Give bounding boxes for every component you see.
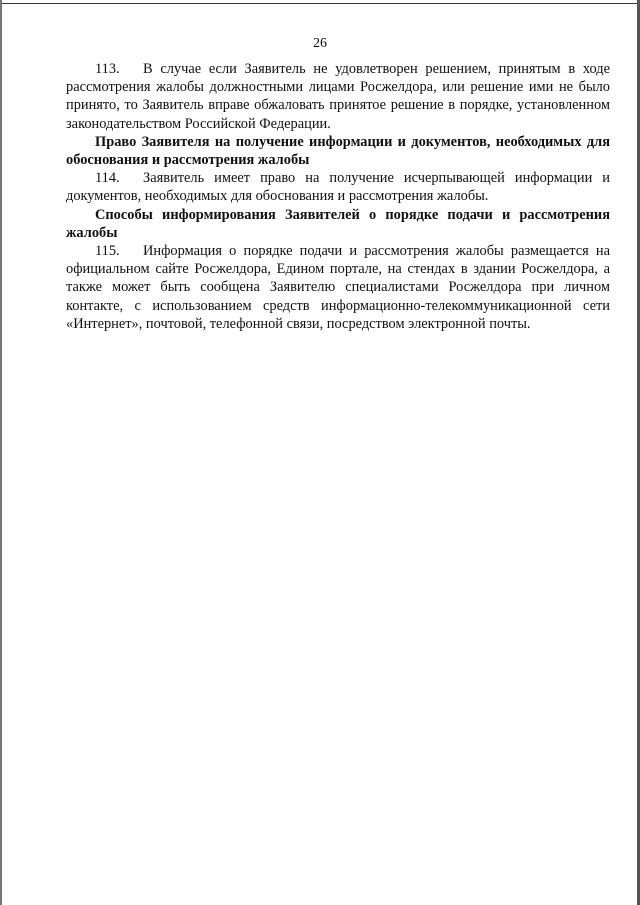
paragraph-text: В случае если Заявитель не удовлетворен решением, принятым в ходе рассмотрения жалобы должностными лицами Росжелдора, или решение ими не было принято, то Заявитель вправе обжаловать принятое решение в порядке, установленном законодательством Российской Федерации.	[66, 61, 610, 132]
document-body	[66, 60, 610, 333]
page-number: 26	[313, 36, 327, 51]
paragraph-text: Информация о порядке подачи и рассмотрения жалобы размещается на официальном сайте Росжелдора, Едином портале, на стендах в здании Росжелдора, а также может быть сообщена Заявителю специалистами Росжелдора при личном контакте, с использованием средств информационно-телекоммуникационной сети «Интернет», почтовой, телефонной связи, посредством электронной почты.	[66, 243, 610, 332]
scan-left-edge	[0, 0, 2, 905]
paragraph-number: 115.	[95, 243, 120, 260]
paragraph-113	[66, 60, 610, 133]
section-heading-right-to-information: Право Заявителя на получение информации и документов, необходимых для обоснования и рассмотрения жалобы	[66, 133, 610, 169]
paragraph-114	[66, 169, 610, 205]
paragraph-115	[66, 242, 610, 333]
section-heading-informing-methods: Способы информирования Заявителей о порядке подачи и рассмотрения жалобы	[66, 206, 610, 241]
paragraph-number: 113.	[95, 61, 120, 77]
scan-top-edge	[0, 0, 640, 4]
paragraph-text: Заявитель имеет право на получение исчерпывающей информации и документов, необходимых для обоснования и рассмотрения жалобы.	[66, 170, 610, 205]
paragraph-number: 114.	[95, 170, 120, 187]
